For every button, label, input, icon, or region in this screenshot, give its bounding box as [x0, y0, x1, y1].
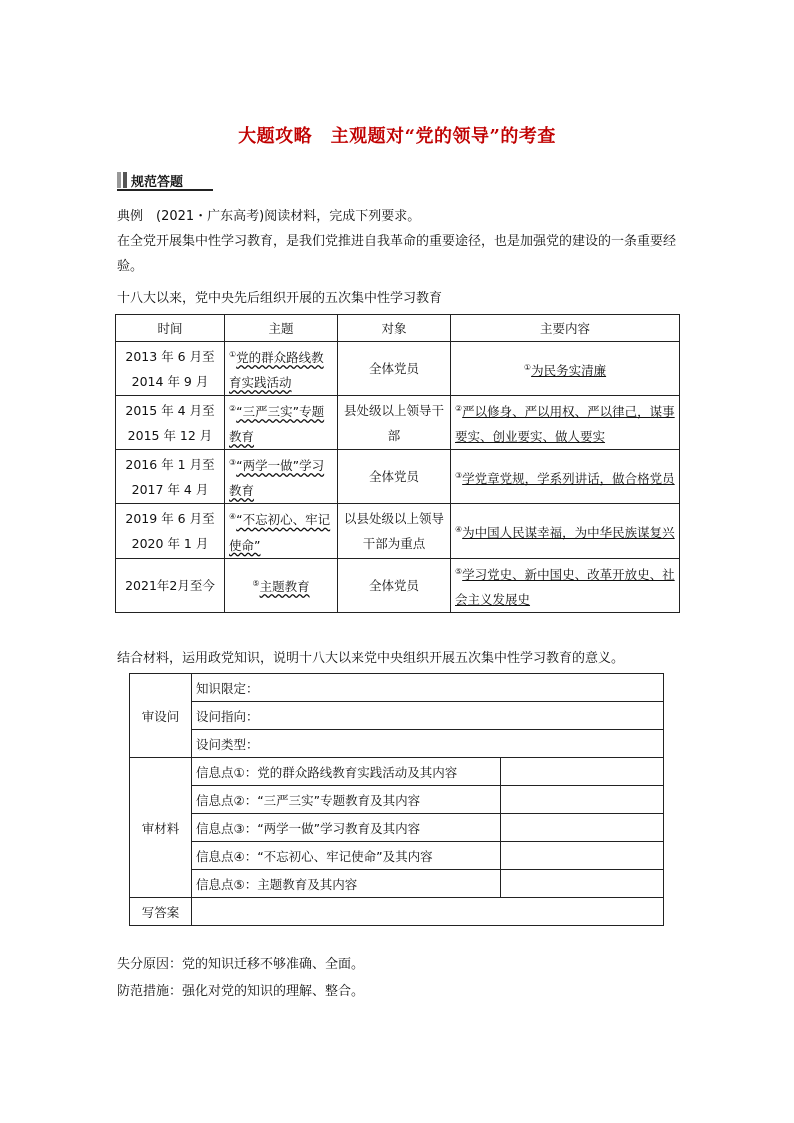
- cell-theme: ③“两学一做”学习教育: [225, 450, 338, 504]
- loss-reason: 失分原因：党的知识迁移不够准确、全面。: [117, 957, 365, 972]
- info-point: 信息点⑤：主题教育及其内容: [192, 870, 501, 898]
- cell-content: ①为民务实清廉: [451, 342, 680, 396]
- page-title: 大题攻略 主观题对“党的领导”的考查: [238, 126, 556, 147]
- cell-object: 全体党员: [338, 558, 451, 612]
- table-row: [116, 558, 680, 612]
- analysis-table: [129, 673, 664, 926]
- section-header: [117, 171, 183, 189]
- header-time: 时间: [116, 315, 225, 342]
- cell-time: 2015 年 4 月至 2015 年 12 月: [116, 396, 225, 450]
- sheji-item: 知识限定：: [192, 674, 664, 702]
- shen-cailiao-label: 审材料: [130, 758, 192, 898]
- table-row: [130, 814, 664, 842]
- prevention-measure: 防范措施：强化对党的知识的理解、整合。: [117, 984, 365, 999]
- table-row: [130, 702, 664, 730]
- example-line: 典例 (2021・广东高考)阅读材料，完成下列要求。: [117, 209, 421, 224]
- question-text: 结合材料，运用政党知识，说明十八大以来党中央组织开展五次集中性学习教育的意义。: [117, 651, 625, 666]
- material-text: 在全党开展集中性学习教育，是我们党推进自我革命的重要途径，也是加强党的建设的一条重要经验。: [117, 234, 677, 274]
- table-row: [116, 450, 680, 504]
- cell-theme: ①党的群众路线教育实践活动: [225, 342, 338, 396]
- table-row: [116, 396, 680, 450]
- header-object: 对象: [338, 315, 451, 342]
- info-blank: [501, 758, 664, 786]
- info-blank: [501, 786, 664, 814]
- write-answer-label: 写答案: [130, 898, 192, 926]
- cell-time: 2016 年 1 月至 2017 年 4 月: [116, 450, 225, 504]
- info-blank: [501, 842, 664, 870]
- cell-object: 全体党员: [338, 450, 451, 504]
- table-row: [130, 730, 664, 758]
- header-theme: 主题: [225, 315, 338, 342]
- table-row: [130, 898, 664, 926]
- cell-time: 2019 年 6 月至 2020 年 1 月: [116, 504, 225, 558]
- cell-object: 县处级以上领导干部: [338, 396, 451, 450]
- info-point: 信息点③：“两学一做”学习教育及其内容: [192, 814, 501, 842]
- table-row: [130, 674, 664, 702]
- table-row: [130, 842, 664, 870]
- cell-content: ⑤学习党史、新中国史、改革开放史、社会主义发展史: [451, 558, 680, 612]
- education-table: [115, 314, 680, 613]
- table-row: [130, 786, 664, 814]
- table-row: [116, 504, 680, 558]
- table-header-row: [116, 315, 680, 342]
- cell-theme: ⑤主题教育: [225, 558, 338, 612]
- section-marker-icon: [117, 172, 127, 188]
- info-point: 信息点④：“不忘初心、牢记使命”及其内容: [192, 842, 501, 870]
- header-content: 主要内容: [451, 315, 680, 342]
- section-label: 规范答题: [131, 174, 184, 190]
- cell-content: ②严以修身、严以用权、严以律己，谋事要实、创业要实、做人要实: [451, 396, 680, 450]
- cell-content: ④为中国人民谋幸福，为中华民族谋复兴: [451, 504, 680, 558]
- table-row: [116, 342, 680, 396]
- cell-object: 以县处级以上领导干部为重点: [338, 504, 451, 558]
- info-point: 信息点②：“三严三实”专题教育及其内容: [192, 786, 501, 814]
- cell-time: 2021年2月至今: [116, 558, 225, 612]
- answer-blank: [192, 898, 664, 926]
- info-point: 信息点①：党的群众路线教育实践活动及其内容: [192, 758, 501, 786]
- cell-object: 全体党员: [338, 342, 451, 396]
- table-row: [130, 758, 664, 786]
- cell-theme: ②“三严三实”专题教育: [225, 396, 338, 450]
- cell-content: ③学党章党规，学系列讲话，做合格党员: [451, 450, 680, 504]
- cell-theme: ④“不忘初心、牢记使命”: [225, 504, 338, 558]
- table-row: [130, 870, 664, 898]
- info-blank: [501, 870, 664, 898]
- sheji-item: 设问指向：: [192, 702, 664, 730]
- info-blank: [501, 814, 664, 842]
- cell-time: 2013 年 6 月至 2014 年 9 月: [116, 342, 225, 396]
- sheji-item: 设问类型：: [192, 730, 664, 758]
- shen-sheji-label: 审设问: [130, 674, 192, 758]
- table-caption: 十八大以来，党中央先后组织开展的五次集中性学习教育: [117, 291, 443, 306]
